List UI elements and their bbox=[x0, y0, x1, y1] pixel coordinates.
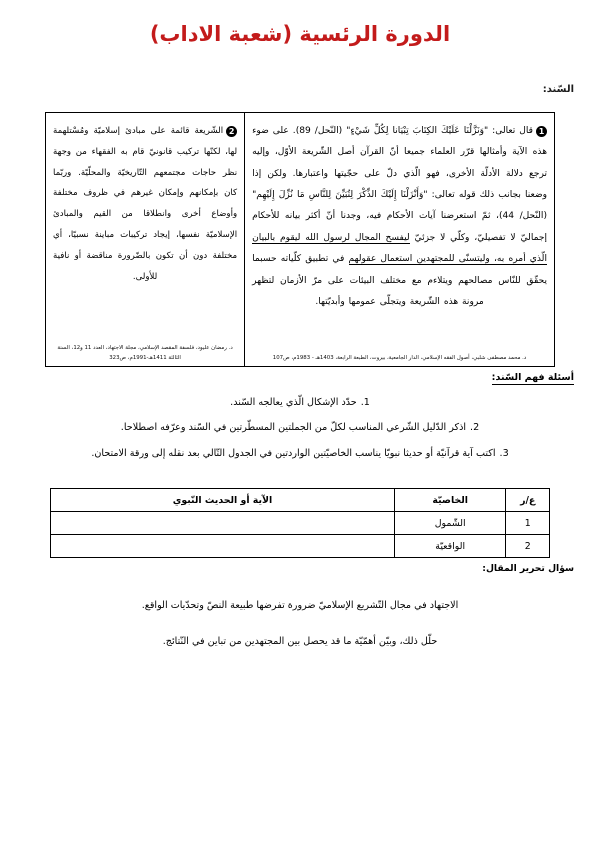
question-number: 1. bbox=[360, 397, 370, 408]
question-text: اذكر الدّليل الشّرعي المناسب لكلّ من الجملتين المسطّرتين في السّند وعرّفه اصطلاحا. bbox=[120, 422, 467, 434]
essay-statement: الاجتهاد في مجال التّشريع الإسلاميّ ضرورة تفرضها طبيعة النصّ وتحدّيات الواقع. bbox=[141, 600, 459, 611]
source-2-text: الشّريعة قائمة على مبادئ إسلاميّة ومُسْتلهمة لها، لكنّها تركيب قانونيّ قام به الفقهاء من وجهة نظر حاجات مجتمعهم التّاريخيّة والمحلّيّة. وربّما كان بإمكانهم وإمكان غيرهم في ظروف مختلفة وأوضاع أخرى وانطلاقا من القيم والمبادئ الإسلاميّة نفسها، إيجاد تركيبات مباينة نسبيّا، أي مختلفة دون أن تكون بالضّرورة مناقضة أو نافية للأولى. bbox=[53, 126, 238, 282]
source-1-text-lead: قال تعالى: "وَنَزَّلْنَا عَلَيْكَ الكِتَابَ تِبْيَانا لِكُلِّ شَيْءٍ" (النّحل/ 89). على ضوء هذه الآية وأمثالها قرّر العلماء جميعا أنّ القرآن أصل الشّريعة الأوّل، وإليه ترجع دلالة الأدلّة الأخرى، فهو الّذي دلّ على حجّيتها واعتبارها. ولكن إذا وضعنا بجانب ذلك قوله تعالى: "وَأَنْزَلْنَا إِلَيْكَ الذِّكْرَ لِتُبَيِّنَ لِلنَّاسِ مَا نُزِّلَ إِلَيْهِم"(النّحل/ 44)، ثمّ استعرضنا آيات الأحكام فيه، وجدنا أنّ أكثر بيانه للأحكام إجماليّ لا تفصيليّ، وكلّي لا جزئيّ bbox=[252, 126, 548, 243]
source-2-citation: د. رمضان عليود، فلسفة المقصد الإسلامي، مجلة الاجتهاد، العدد 11 و12، السنة الثالثة 1411هـ-1991م، ص323 bbox=[57, 345, 233, 361]
table-cell-answer[interactable] bbox=[51, 512, 395, 535]
table-header-row bbox=[51, 489, 550, 512]
source-1-citation: د. محمد مصطفى شلبي، أصول الفقه الإسلامي، الدار الجامعية، بيروت، الطبعة الرابعة، 1403هـ - 1983م، ص107 bbox=[272, 354, 527, 361]
essay-lines bbox=[26, 598, 574, 671]
source-2-badge: 2 bbox=[226, 126, 237, 137]
source-1-text-underlined: ليفسح المجال لرسول الله ليقوم بالبيان الّذي أمره به، وليتسنّى للمجتهدين استعمال عقولهم bbox=[252, 232, 547, 265]
table-cell-index: 1 bbox=[506, 512, 550, 535]
table-cell-characteristic: الواقعيّة bbox=[394, 535, 505, 558]
essay-instruction: حلّل ذلك، وبيّن أهمّيّة ما قد يحصل بين المجتهدين من تباين في النّتائج. bbox=[162, 636, 438, 648]
characteristics-table bbox=[50, 488, 550, 558]
question-item bbox=[26, 396, 574, 410]
question-number: 2. bbox=[470, 422, 480, 434]
question-text: حدّد الإشكال الّذي يعالجه السّند. bbox=[230, 397, 357, 408]
characteristics-table-wrap bbox=[50, 488, 550, 558]
questions-heading: أسئلة فهم السّند: bbox=[491, 372, 574, 383]
table-cell-answer[interactable] bbox=[51, 535, 395, 558]
source-1-body bbox=[252, 121, 547, 353]
source-1-text-tail: في تطبيق كلّياته حسبما يحقّق للنّاس مصالحهم ويتلاءم مع مختلف البيئات على مرّ الأزمان لتظهر مرونة هذه الشّريعة ويتجلّى عمومها وأبديّتها. bbox=[252, 254, 547, 307]
question-number: 3. bbox=[499, 447, 509, 459]
source-box-2 bbox=[46, 113, 244, 366]
questions-list bbox=[26, 396, 574, 472]
source-document bbox=[45, 112, 555, 367]
source-1-badge: 1 bbox=[536, 126, 547, 137]
sanad-label: السّند: bbox=[542, 84, 574, 95]
question-item bbox=[26, 447, 574, 461]
table-header-characteristic: الخاصيّة bbox=[394, 489, 505, 512]
table-header-index: ع/ر bbox=[506, 489, 550, 512]
source-2-body bbox=[53, 121, 237, 343]
question-text: اكتب آية قرآنيّة أو حديثا نبويّا يناسب الخاصيّتين الواردتين في الجدول التّالي بعد نقله إلى ورقة الامتحان. bbox=[91, 447, 496, 459]
essay-label: سؤال تحرير المقال: bbox=[482, 563, 574, 574]
source-box-1 bbox=[244, 113, 554, 366]
table-row bbox=[51, 535, 550, 558]
table-header-answer: الآية أو الحديث النّبوي bbox=[51, 489, 395, 512]
table-row bbox=[51, 512, 550, 535]
table-cell-characteristic: الشّمول bbox=[394, 512, 505, 535]
table-cell-index: 2 bbox=[506, 535, 550, 558]
page-title: الدورة الرئسية (شعبة الاداب) bbox=[149, 22, 451, 46]
question-item bbox=[26, 421, 574, 435]
